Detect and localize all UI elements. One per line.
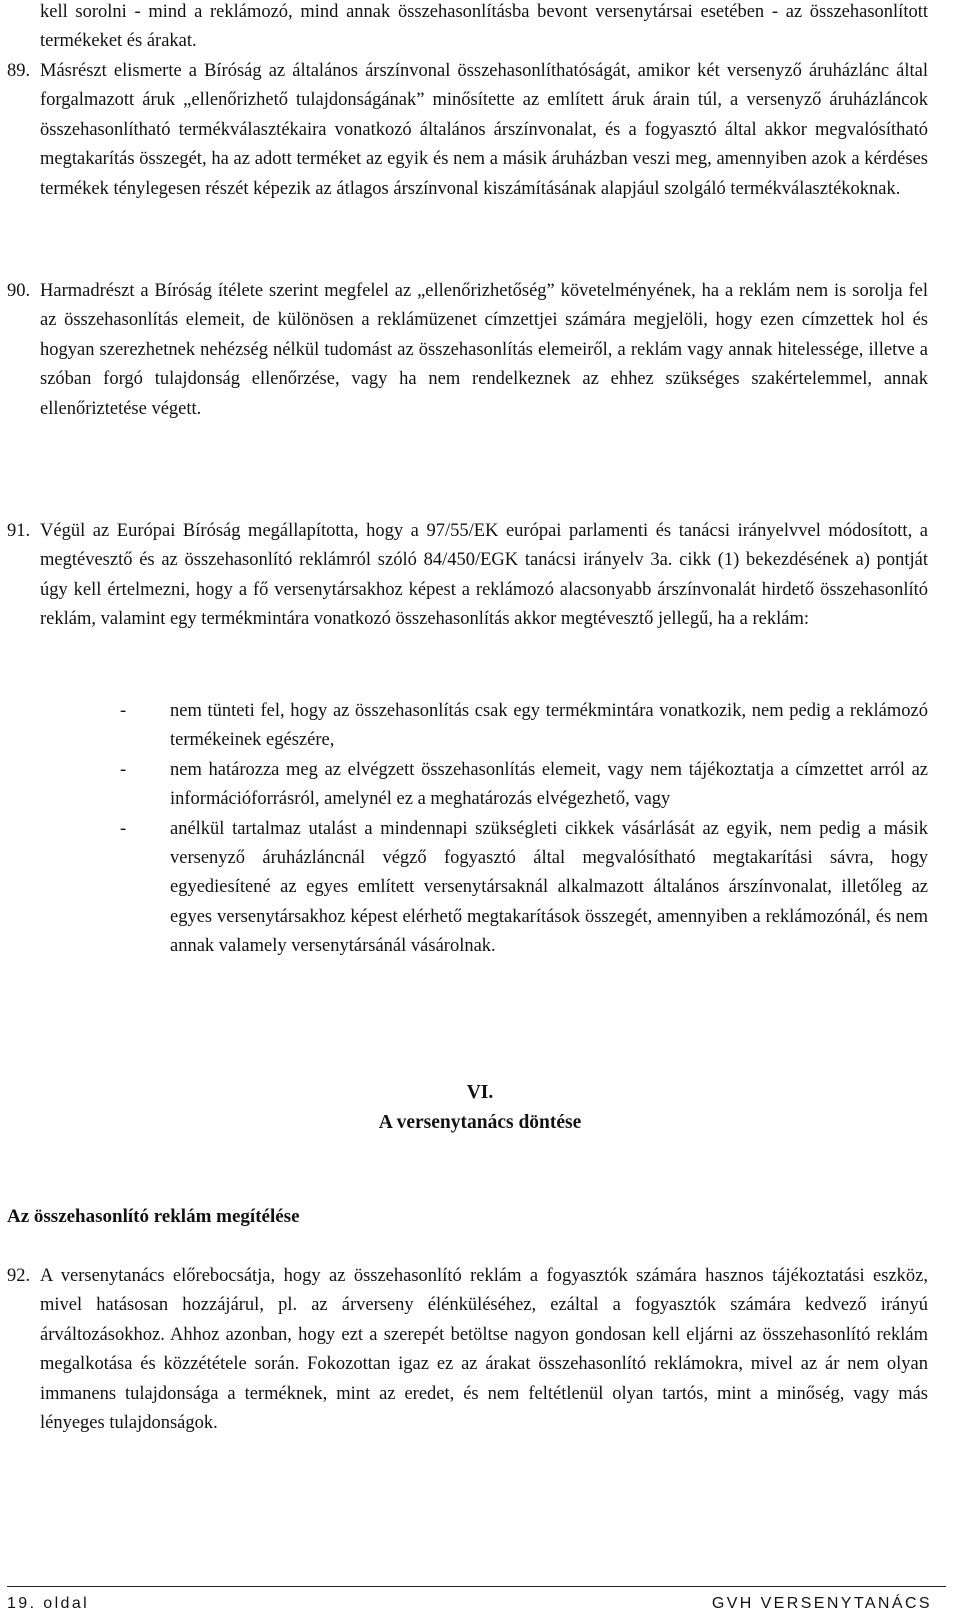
list-item-text: nem tünteti fel, hogy az összehasonlítás csak egy termékmintára vonatkozik, nem pedig a reklámozó termékeinek egészére, [170, 701, 928, 751]
list-item [120, 815, 928, 962]
footer-divider [7, 1586, 946, 1587]
subheading: Az összehasonlító reklám megítélése [7, 1206, 300, 1227]
paragraph-number-89: 89. [7, 61, 31, 81]
page-number: 19. oldal [7, 1595, 90, 1612]
list-dash: - [120, 701, 127, 721]
paragraph-number-90: 90. [7, 281, 31, 301]
section-title: A versenytanács döntése [378, 1112, 582, 1133]
list-item [120, 697, 928, 756]
footer-organization: GVH VERSENYTANÁCS [711, 1595, 932, 1612]
list-item [120, 756, 928, 815]
paragraph-91: Végül az Európai Bíróság megállapította, hogy a 97/55/EK európai parlamenti és tanácsi irányelvvel módosított, a megtévesztő és az összehasonlító reklámról szóló 84/450/EGK tanácsi irányelv 3a. cikk (1) bekezdésének a) pontját úgy kell értelmezni, hogy a fő versenytársakhoz képest a reklámozó alacsonyabb árszínvonalát hirdető összehasonlító reklám, valamint egy termékmintára vonatkozó összehasonlítás akkor megtévesztő jellegű, ha a reklám: [40, 521, 928, 630]
list-dash: - [120, 759, 127, 780]
paragraph-number-92: 92. [7, 1266, 31, 1286]
list-item-text: anélkül tartalmaz utalást a mindennapi szükségleti cikkek vásárlását az egyik, nem pedig a másik versenyző áruházláncnál végző fogyasztó által megvalósítható megtakarítási sávra, hogy egyediesítené az egyes említett versenytársaknál alkalmazott általános árszínvonalat, illetőleg az egyes versenytársakhoz képest elérhető megtakarítások összegét, amennyiben a reklámozónál, és nem annak valamely versenytársánál vásárolnak. [170, 818, 928, 957]
paragraph-90: Harmadrészt a Bíróság ítélete szerint megfelel az „ellenőrizhetőség” követelményének, ha a reklám nem is sorolja fel az összehasonlítás elemeit, de különösen a reklámüzenet címzettjei számára megjelöli, hogy ezen címzettek hol és hogyan szerezhetnek nehézség nélkül tudomást az összehasonlítás elemeiről, a reklám vagy annak hitelessége, illetve a szóban forgó tulajdonság ellenőrzése, vagy ha nem rendelkeznek az ehhez szükséges szakértelemmel, annak ellenőriztetése végett. [40, 281, 928, 419]
paragraph-89: Másrészt elismerte a Bíróság az általános árszínvonal összehasonlíthatóságát, amikor két versenyző áruházlánc által forgalmazott áruk „ellenőrizhető tulajdonságának” minősítette az említett áruk árain túl, a versenyző áruházláncok összehasonlítható termékválasztékaira vonatkozó általános árszínvonalat, és a fogyasztó által akkor megvalósítható megtakarítás összegét, ha az adott terméket az egyik és nem a másik áruházban veszi meg, amennyiben azok a kérdéses termékek ténylegesen részét képezik az átlagos árszínvonal kiszámításának alapjául szolgáló termékválasztékoknak. [40, 61, 928, 199]
section-numeral: VI. [466, 1082, 494, 1103]
list-item-text: nem határozza meg az elvégzett összehasonlítás elemeit, vagy nem tájékoztatja a címzettet arról az információforrásról, amelynél ez a meghatározás elvégezhető, vagy [170, 759, 928, 810]
paragraph-92: A versenytanács előrebocsátja, hogy az összehasonlító reklám a fogyasztók számára hasznos tájékoztatási eszköz, mivel hatásosan hozzájárul, pl. az árverseny élénküléséhez, ezáltal a fogyasztók számára kedvező irányú árváltozásokhoz. Ahhoz azonban, hogy ezt a szerepét betöltse nagyon gondosan kell eljárni az összehasonlító reklám megalkotása és közzététele során. Fokozottan igaz ez az árakat összehasonlító reklámokra, mivel az ár nem olyan immanens tulajdonsága a terméknek, mint az eredet, és nem feltétlenül olyan tartós, mint a minőség, vagy más lényeges tulajdonságok. [40, 1266, 928, 1434]
conditions-list [120, 697, 928, 962]
list-dash: - [120, 818, 127, 839]
paragraph-number-91: 91. [7, 521, 31, 541]
intro-paragraph: kell sorolni - mind a reklámozó, mind annak összehasonlításba bevont versenytársai esetében - az összehasonlított termékeket és árakat. [40, 2, 928, 52]
